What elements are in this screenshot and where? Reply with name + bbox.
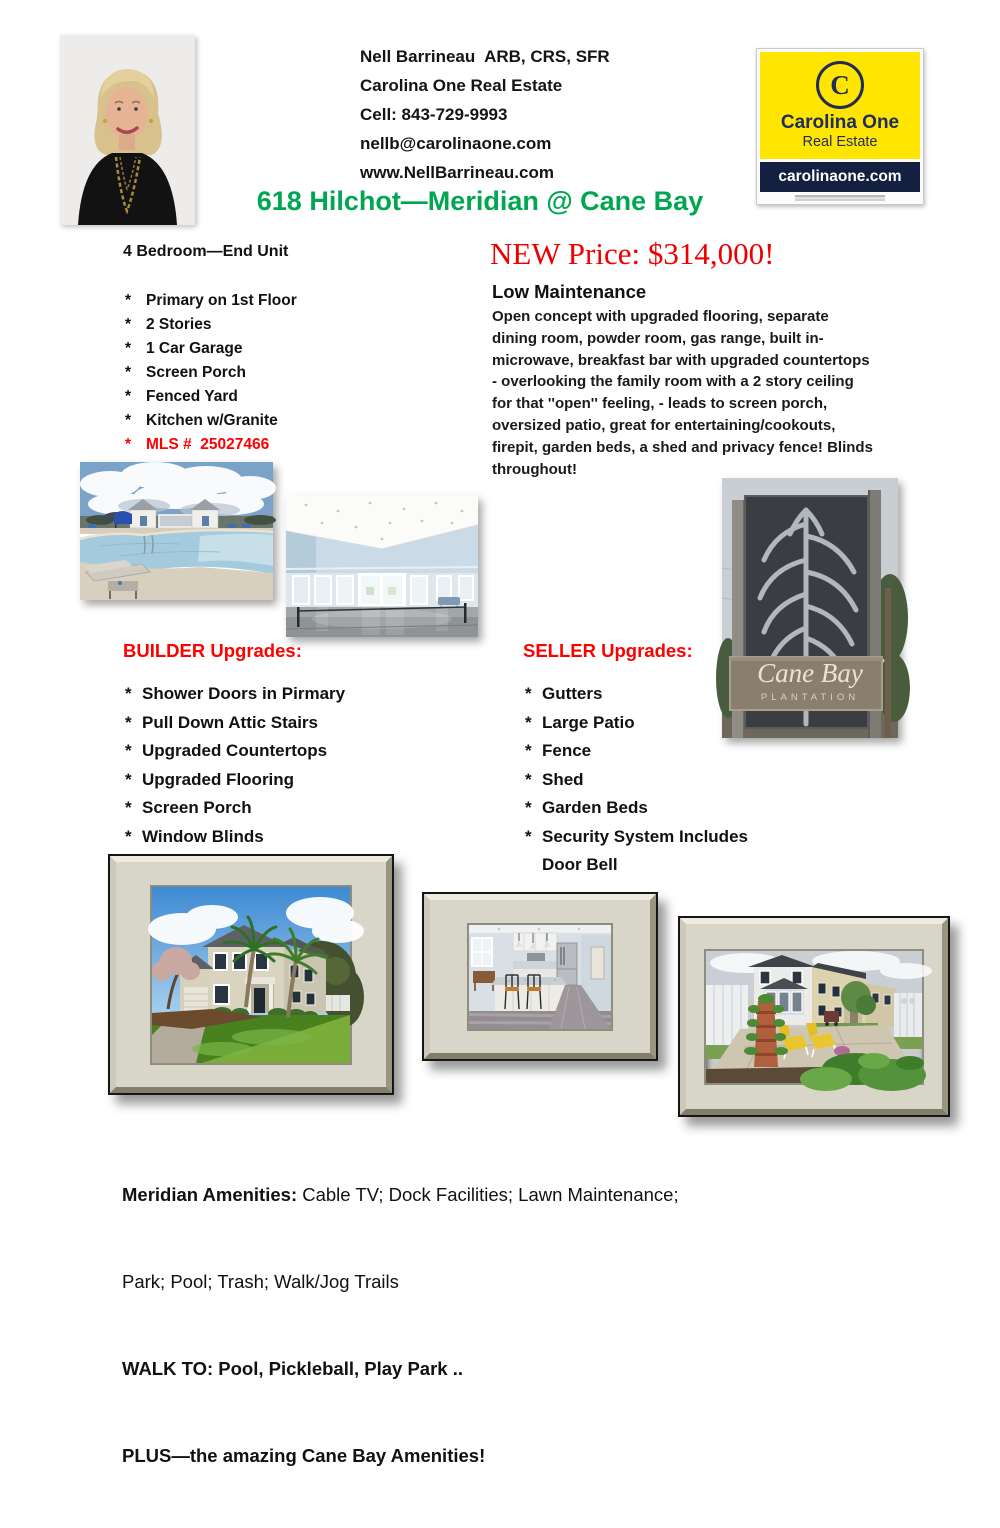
amenities-block [122,1122,679,1528]
bullet: * [125,388,132,405]
bullet: * [125,412,132,429]
house-exterior-photo [150,885,352,1065]
backyard-photo [704,949,924,1085]
agent-cell: Cell: 843-729-9993 [360,105,508,124]
builder-item-label: Screen Porch [142,798,252,817]
clubhouse-photo-art [286,495,478,637]
agent-company: Carolina One Real Estate [360,76,563,95]
logo-yellow-panel [760,52,920,159]
amenities-line-2: Park; Pool; Trash; Walk/Jog Trails [122,1271,399,1292]
feature-item [125,337,297,361]
agent-contact-block [360,42,610,187]
feature-item [125,313,297,337]
feature-label: Kitchen w/Granite [146,412,278,429]
amenities-label: Meridian Amenities: [122,1184,298,1205]
agent-website: www.NellBarrineau.com [360,163,554,182]
feature-item [125,385,297,409]
sign-community-name: Cane Bay [757,658,863,688]
builder-item-label: Upgraded Flooring [142,769,295,789]
bullet: * [125,364,132,381]
builder-item [125,794,345,823]
seller-item [525,680,748,709]
agent-email: nellb@carolinaone.com [360,134,552,153]
indent-spacer [525,851,542,880]
house-exterior-framed-photo [108,854,394,1095]
logo-website-bar: carolinaone.com [760,162,920,192]
seller-item-continuation [525,851,748,880]
feature-label: 2 Stories [146,316,212,333]
bullet: * [125,826,132,846]
seller-upgrades-heading: SELLER Upgrades: [523,640,693,661]
builder-upgrades-heading: BUILDER Upgrades: [123,640,302,661]
carolina-one-c-icon [816,61,864,109]
builder-item-label: Upgraded Countertops [142,741,328,760]
builder-item [125,823,345,852]
seller-item-label: Garden Beds [542,798,648,817]
feature-item [125,289,297,313]
seller-upgrades-list [525,680,748,880]
feature-label: Fenced Yard [146,388,238,405]
bullet: * [525,769,532,789]
logo-brand-text: Carolina One [780,112,900,133]
mls-label: MLS # 25027466 [146,436,270,453]
agent-name: Nell Barrineau ARB, CRS, SFR [360,47,610,66]
builder-item [125,737,345,766]
house-photo-art [152,887,350,1063]
cane-bay-sign-photo [722,478,898,738]
plus-line: PLUS—the amazing Cane Bay Amenities! [122,1445,486,1466]
seller-item-label: Gutters [542,684,603,703]
builder-item [125,709,345,738]
kitchen-photo [467,923,613,1031]
seller-item [525,766,748,795]
builder-item [125,766,345,795]
backyard-photo-art [706,951,922,1083]
seller-item-label: Door Bell [542,855,618,874]
feature-label: Primary on 1st Floor [146,292,297,309]
feature-label: 1 Car Garage [146,340,243,357]
c-monogram: C [830,69,850,100]
builder-item-label: Window Blinds [142,826,264,846]
bullet: * [125,769,132,789]
clubhouse-interior-photo [286,495,478,637]
property-description: Open concept with upgraded flooring, separate dining room, powder room, gas range, built in-microwave, breakfast bar with upgraded countertops - overlooking the family room with a 2 story ceiling for that ''open'' feeling, - leads to screen porch, oversized patio, great for entertaining/cookouts, firepit, garden beds, a shed and privacy fence! Blinds throughout! [492,308,873,478]
feature-item [125,361,297,385]
price-headline: NEW Price: $314,000! [490,236,775,271]
bullet: * [125,436,132,453]
seller-item [525,823,748,852]
builder-item-label: Shower Doors in Pirmary [142,684,346,703]
builder-upgrades-list [125,680,345,851]
property-subtitle: 4 Bedroom—End Unit [123,243,289,260]
walk-to-line: WALK TO: Pool, Pickleball, Play Park .. [122,1358,463,1379]
sign-plantation-label: PLANTATION [760,692,860,703]
seller-item-label: Shed [542,769,584,789]
builder-item-label: Pull Down Attic Stairs [142,712,319,732]
seller-item-label: Security System Includes [542,826,748,846]
bullet: * [525,826,532,846]
kitchen-photo-art [469,925,611,1029]
bullet: * [125,798,132,817]
bullet: * [125,684,132,703]
amenities-line-1 [122,1180,679,1209]
seller-item [525,709,748,738]
feature-item [125,409,297,433]
carolina-one-logo [756,48,924,205]
feature-label: Screen Porch [146,364,246,381]
feature-list [125,289,297,457]
bullet: * [525,741,532,760]
kitchen-framed-photo [422,892,658,1061]
seller-item [525,794,748,823]
mls-number [125,433,297,457]
pool-photo-art [80,462,273,600]
seller-item-label: Large Patio [542,712,635,732]
bullet: * [525,798,532,817]
backyard-framed-photo [678,916,950,1117]
bullet: * [525,684,532,703]
seller-item [525,737,748,766]
bullet: * [125,292,132,309]
seller-item-label: Fence [542,741,592,760]
bullet: * [125,741,132,760]
amenities-list: Cable TV; Dock Facilities; Lawn Maintenance; [297,1184,679,1205]
page-title: 618 Hilchot—Meridian @ Cane Bay [256,186,704,216]
builder-item [125,680,345,709]
pool-photo [80,462,273,600]
bullet: * [125,340,132,357]
bullet: * [525,712,532,732]
logo-brand-subtext: Real Estate [802,133,878,150]
bullet: * [125,316,132,333]
low-maintenance-heading: Low Maintenance [492,281,647,302]
bullet: * [125,712,132,732]
